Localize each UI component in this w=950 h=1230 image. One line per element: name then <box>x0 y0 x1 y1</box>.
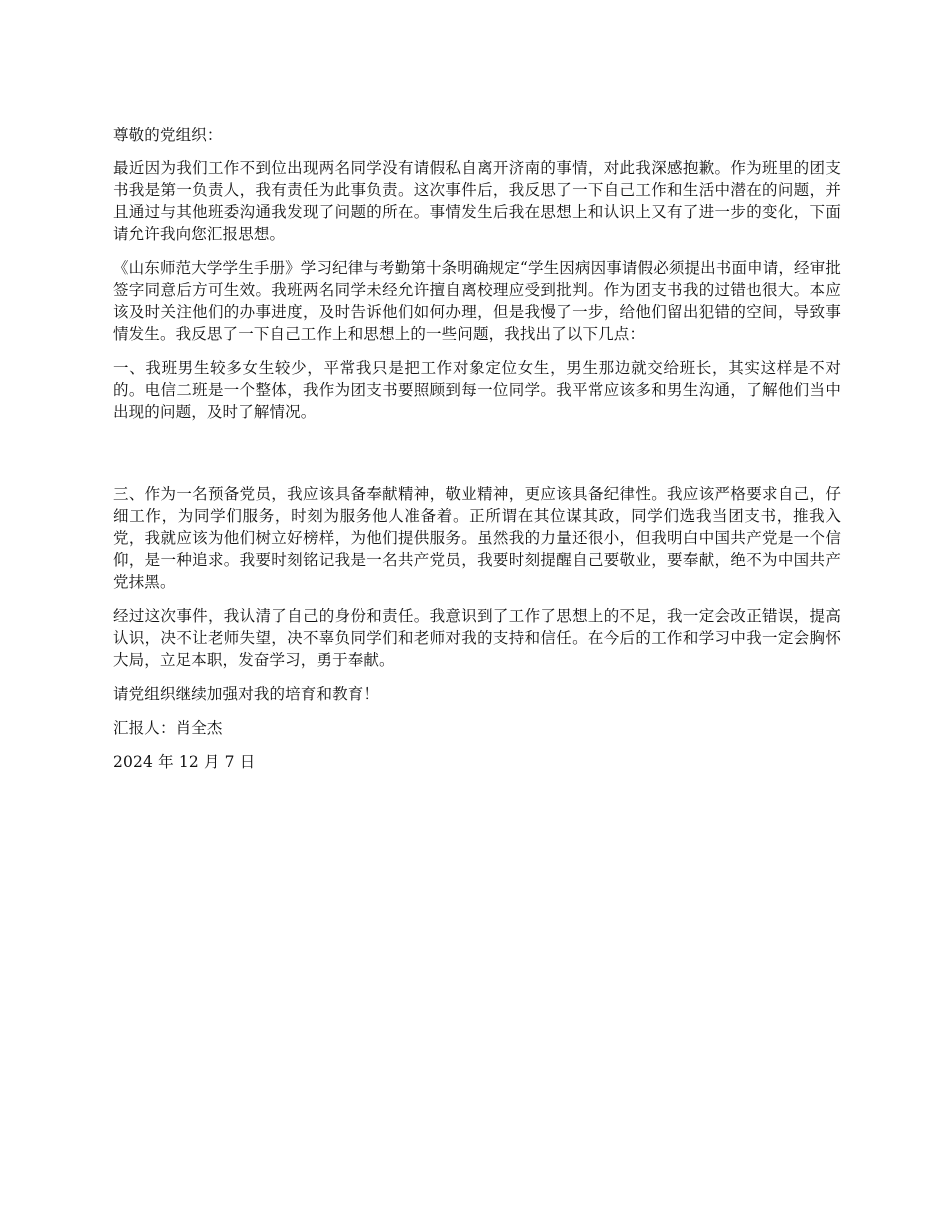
blank-gap <box>113 435 841 483</box>
paragraph-point-one: 一、我班男生较多女生较少，平常我只是把工作对象定位女生，男生那边就交给班长，其实这样是不对的。电信二班是一个整体，我作为团支书要照顾到每一位同学。我平常应该多和男生沟通，了解他们当中出现的问题，及时了解情况。 <box>113 359 841 421</box>
paragraph-request: 请党组织继续加强对我的培育和教育！ <box>113 685 380 703</box>
letter-body <box>113 124 841 785</box>
reporter-signature: 汇报人：肖全杰 <box>113 719 223 737</box>
salutation: 尊敬的党组织： <box>113 126 223 144</box>
paragraph-intro: 最近因为我们工作不到位出现两名同学没有请假私自离开济南的事情，对此我深感抱歉。作为班里的团支书我是第一负责人，我有责任为此事负责。这次事件后，我反思了一下自己工作和生活中潜在的问题，并且通过与其他班委沟通我发现了问题的所在。事情发生后我在思想上和认识上又有了进一步的变化，下面请允许我向您汇报思想。 <box>113 159 841 243</box>
paragraph-conclusion: 经过这次事件，我认清了自己的身份和责任。我意识到了工作了思想上的不足，我一定会改正错误，提高认识，决不让老师失望，决不辜负同学们和老师对我的支持和信任。在今后的工作和学习中我一定会胸怀大局，立足本职，发奋学习，勇于奉献。 <box>113 607 841 669</box>
letter-date: 2024 年 12 月 7 日 <box>113 753 256 771</box>
paragraph-point-three: 三、作为一名预备党员，我应该具备奉献精神，敬业精神，更应该具备纪律性。我应该严格要求自己，仔细工作，为同学们服务，时刻为服务他人准备着。正所谓在其位谋其政，同学们选我当团支书，推我入党，我就应该为他们树立好榜样，为他们提供服务。虽然我的力量还很小，但我明白中国共产党是一个信仰，是一种追求。我要时刻铭记我是一名共产党员，我要时刻提醒自己要敬业，要奉献，绝不为中国共产党抹黑。 <box>113 485 841 591</box>
paragraph-regulation: 《山东师范大学学生手册》学习纪律与考勤第十条明确规定“学生因病因事请假必须提出书面申请，经审批签字同意后方可生效。我班两名同学未经允许擅自离校理应受到批判。作为团支书我的过错也很大。本应该及时关注他们的办事进度，及时告诉他们如何办理，但是我慢了一步，给他们留出犯错的空间，导致事情发生。我反思了一下自己工作上和思想上的一些问题，我找出了以下几点： <box>113 259 841 343</box>
